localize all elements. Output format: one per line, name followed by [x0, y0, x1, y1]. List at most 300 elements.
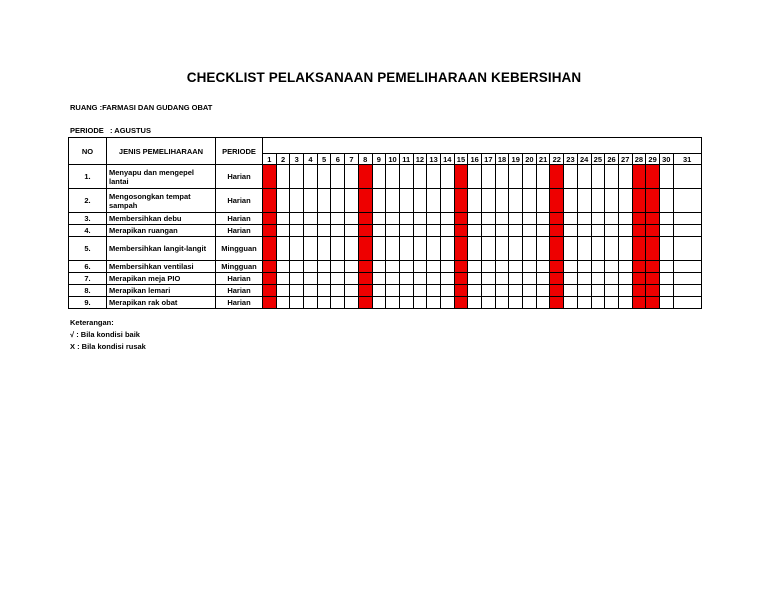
day-cell-highlight[interactable]	[646, 237, 660, 261]
day-cell[interactable]	[564, 189, 578, 213]
day-cell[interactable]	[427, 261, 441, 273]
day-cell[interactable]	[577, 285, 591, 297]
day-cell[interactable]	[509, 273, 523, 285]
table-row	[69, 273, 702, 285]
day-cell[interactable]	[468, 261, 482, 273]
day-cell[interactable]	[290, 237, 304, 261]
day-cell-highlight[interactable]	[550, 297, 564, 309]
day-cell[interactable]	[372, 261, 386, 273]
day-cell[interactable]	[564, 237, 578, 261]
day-cell-highlight[interactable]	[263, 165, 277, 189]
day-cell[interactable]	[468, 285, 482, 297]
day-cell-highlight[interactable]	[632, 225, 646, 237]
day-cell[interactable]	[659, 261, 673, 273]
day-header: 27	[618, 154, 632, 165]
row-periode: Harian	[216, 213, 263, 225]
day-cell[interactable]	[399, 273, 413, 285]
day-cell[interactable]	[577, 273, 591, 285]
day-header: 19	[509, 154, 523, 165]
day-cell[interactable]	[427, 165, 441, 189]
day-cell[interactable]	[523, 213, 537, 225]
day-cell[interactable]	[591, 189, 605, 213]
day-cell[interactable]	[440, 225, 454, 237]
day-cell-highlight[interactable]	[454, 237, 468, 261]
day-cell[interactable]	[618, 225, 632, 237]
day-cell[interactable]	[440, 237, 454, 261]
day-cell[interactable]	[659, 285, 673, 297]
day-cell[interactable]	[440, 213, 454, 225]
day-cell[interactable]	[536, 261, 550, 273]
day-cell-highlight[interactable]	[550, 261, 564, 273]
day-cell[interactable]	[495, 189, 509, 213]
day-cell[interactable]	[495, 273, 509, 285]
day-cell[interactable]	[331, 213, 345, 225]
day-cell[interactable]	[317, 165, 331, 189]
day-cell[interactable]	[659, 237, 673, 261]
day-cell[interactable]	[317, 237, 331, 261]
day-cell-highlight[interactable]	[550, 189, 564, 213]
day-cell[interactable]	[386, 297, 400, 309]
day-cell-highlight[interactable]	[632, 273, 646, 285]
day-cell[interactable]	[413, 237, 427, 261]
day-cell[interactable]	[317, 261, 331, 273]
day-cell[interactable]	[372, 237, 386, 261]
day-cell[interactable]	[564, 261, 578, 273]
day-cell-highlight[interactable]	[632, 165, 646, 189]
day-cell[interactable]	[564, 165, 578, 189]
day-cell-highlight[interactable]	[646, 165, 660, 189]
day-cell[interactable]	[536, 237, 550, 261]
day-cell[interactable]	[413, 261, 427, 273]
day-cell[interactable]	[427, 213, 441, 225]
day-cell[interactable]	[399, 237, 413, 261]
day-cell[interactable]	[290, 285, 304, 297]
day-cell[interactable]	[276, 285, 290, 297]
day-cell[interactable]	[618, 237, 632, 261]
day-cell-highlight[interactable]	[454, 285, 468, 297]
day-cell[interactable]	[331, 165, 345, 189]
day-cell-highlight[interactable]	[550, 285, 564, 297]
day-cell[interactable]	[413, 213, 427, 225]
day-cell[interactable]	[331, 189, 345, 213]
day-cell[interactable]	[605, 285, 619, 297]
day-cell[interactable]	[427, 189, 441, 213]
day-cell[interactable]	[427, 237, 441, 261]
day-cell-highlight[interactable]	[263, 213, 277, 225]
day-cell-highlight[interactable]	[263, 237, 277, 261]
day-cell[interactable]	[440, 261, 454, 273]
day-cell[interactable]	[618, 189, 632, 213]
day-cell[interactable]	[673, 297, 701, 309]
day-cell[interactable]	[372, 225, 386, 237]
day-cell-highlight[interactable]	[632, 285, 646, 297]
day-cell[interactable]	[618, 297, 632, 309]
day-cell[interactable]	[523, 225, 537, 237]
day-cell[interactable]	[468, 237, 482, 261]
day-cell[interactable]	[509, 165, 523, 189]
day-cell[interactable]	[276, 273, 290, 285]
day-cell[interactable]	[482, 213, 496, 225]
day-cell[interactable]	[605, 213, 619, 225]
day-cell[interactable]	[536, 189, 550, 213]
day-cell[interactable]	[495, 225, 509, 237]
day-cell[interactable]	[304, 213, 318, 225]
day-cell[interactable]	[591, 237, 605, 261]
day-cell[interactable]	[276, 225, 290, 237]
day-cell[interactable]	[523, 297, 537, 309]
day-cell[interactable]	[523, 261, 537, 273]
day-cell[interactable]	[577, 213, 591, 225]
notes-heading: Keterangan:	[70, 318, 114, 327]
day-header: 5	[317, 154, 331, 165]
day-cell[interactable]	[331, 285, 345, 297]
day-cell[interactable]	[495, 285, 509, 297]
period-label: PERIODE : AGUSTUS	[70, 126, 151, 135]
day-cell[interactable]	[618, 273, 632, 285]
day-cell-highlight[interactable]	[454, 189, 468, 213]
day-cell[interactable]	[468, 165, 482, 189]
day-cell[interactable]	[386, 285, 400, 297]
day-cell[interactable]	[399, 261, 413, 273]
day-cell-highlight[interactable]	[550, 165, 564, 189]
day-cell[interactable]	[659, 225, 673, 237]
day-cell-highlight[interactable]	[646, 225, 660, 237]
day-cell[interactable]	[591, 165, 605, 189]
day-cell[interactable]	[495, 237, 509, 261]
day-cell[interactable]	[290, 273, 304, 285]
day-cell[interactable]	[564, 273, 578, 285]
day-cell[interactable]	[564, 225, 578, 237]
day-cell[interactable]	[591, 297, 605, 309]
day-cell[interactable]	[290, 189, 304, 213]
day-cell[interactable]	[304, 273, 318, 285]
day-cell-highlight[interactable]	[646, 213, 660, 225]
day-cell[interactable]	[605, 189, 619, 213]
day-cell-highlight[interactable]	[646, 189, 660, 213]
day-cell[interactable]	[495, 297, 509, 309]
day-cell[interactable]	[482, 261, 496, 273]
day-cell[interactable]	[536, 165, 550, 189]
day-cell-highlight[interactable]	[550, 213, 564, 225]
day-cell[interactable]	[331, 297, 345, 309]
day-cell[interactable]	[345, 297, 359, 309]
day-cell[interactable]	[399, 225, 413, 237]
day-cell[interactable]	[509, 285, 523, 297]
day-cell[interactable]	[577, 225, 591, 237]
day-cell[interactable]	[276, 237, 290, 261]
day-cell[interactable]	[386, 225, 400, 237]
day-cell-highlight[interactable]	[454, 213, 468, 225]
day-cell[interactable]	[290, 261, 304, 273]
day-cell[interactable]	[372, 213, 386, 225]
day-cell[interactable]	[564, 213, 578, 225]
day-cell-highlight[interactable]	[263, 273, 277, 285]
day-cell[interactable]	[523, 189, 537, 213]
day-cell[interactable]	[399, 285, 413, 297]
day-cell[interactable]	[386, 189, 400, 213]
table-row	[69, 285, 702, 297]
table-row	[69, 165, 702, 189]
day-cell[interactable]	[413, 189, 427, 213]
day-cell[interactable]	[673, 237, 701, 261]
day-cell-highlight[interactable]	[263, 285, 277, 297]
day-cell-highlight[interactable]	[550, 237, 564, 261]
day-cell[interactable]	[304, 261, 318, 273]
day-cell[interactable]	[413, 165, 427, 189]
day-cell[interactable]	[482, 297, 496, 309]
day-cell[interactable]	[317, 225, 331, 237]
day-cell[interactable]	[591, 213, 605, 225]
day-cell-highlight[interactable]	[632, 237, 646, 261]
day-cell[interactable]	[618, 213, 632, 225]
day-cell[interactable]	[536, 213, 550, 225]
day-cell[interactable]	[605, 165, 619, 189]
row-jenis: Mengosongkan tempat sampah	[107, 189, 216, 213]
day-cell-highlight[interactable]	[632, 297, 646, 309]
day-cell[interactable]	[659, 297, 673, 309]
day-cell-highlight[interactable]	[646, 297, 660, 309]
day-cell-highlight[interactable]	[632, 189, 646, 213]
day-cell[interactable]	[304, 225, 318, 237]
day-cell[interactable]	[427, 273, 441, 285]
day-cell[interactable]	[509, 189, 523, 213]
day-cell-highlight[interactable]	[358, 189, 372, 213]
day-cell-highlight[interactable]	[454, 273, 468, 285]
day-cell[interactable]	[509, 213, 523, 225]
day-cell[interactable]	[440, 273, 454, 285]
day-cell[interactable]	[440, 189, 454, 213]
checklist-table	[68, 137, 702, 309]
day-cell[interactable]	[331, 261, 345, 273]
day-cell[interactable]	[345, 285, 359, 297]
day-cell[interactable]	[345, 165, 359, 189]
table-row	[69, 237, 702, 261]
day-cell[interactable]	[591, 285, 605, 297]
day-cell[interactable]	[564, 297, 578, 309]
day-cell[interactable]	[495, 165, 509, 189]
day-cell[interactable]	[304, 285, 318, 297]
day-cell-highlight[interactable]	[632, 213, 646, 225]
day-cell[interactable]	[536, 297, 550, 309]
day-cell[interactable]	[673, 261, 701, 273]
day-cell-highlight[interactable]	[646, 261, 660, 273]
day-cell[interactable]	[659, 165, 673, 189]
day-cell[interactable]	[386, 237, 400, 261]
day-cell[interactable]	[413, 297, 427, 309]
day-cell[interactable]	[276, 165, 290, 189]
day-cell[interactable]	[605, 237, 619, 261]
day-cell-highlight[interactable]	[358, 273, 372, 285]
day-cell-highlight[interactable]	[358, 297, 372, 309]
day-cell[interactable]	[331, 225, 345, 237]
day-cell[interactable]	[482, 189, 496, 213]
day-cell[interactable]	[372, 297, 386, 309]
day-cell[interactable]	[673, 285, 701, 297]
day-cell[interactable]	[495, 261, 509, 273]
day-cell[interactable]	[399, 297, 413, 309]
day-cell[interactable]	[673, 225, 701, 237]
day-cell[interactable]	[276, 297, 290, 309]
day-cell[interactable]	[564, 285, 578, 297]
day-cell[interactable]	[386, 165, 400, 189]
day-cell[interactable]	[317, 285, 331, 297]
day-cell[interactable]	[605, 261, 619, 273]
day-cell[interactable]	[673, 189, 701, 213]
day-cell[interactable]	[523, 285, 537, 297]
day-cell[interactable]	[618, 261, 632, 273]
day-cell-highlight[interactable]	[454, 225, 468, 237]
day-cell-highlight[interactable]	[263, 297, 277, 309]
day-cell[interactable]	[468, 273, 482, 285]
day-cell[interactable]	[605, 273, 619, 285]
day-cell-highlight[interactable]	[550, 225, 564, 237]
day-cell[interactable]	[495, 213, 509, 225]
day-cell-highlight[interactable]	[454, 165, 468, 189]
day-cell[interactable]	[468, 189, 482, 213]
day-cell[interactable]	[482, 273, 496, 285]
day-cell-highlight[interactable]	[454, 297, 468, 309]
day-cell[interactable]	[618, 285, 632, 297]
day-cell[interactable]	[427, 297, 441, 309]
day-cell[interactable]	[276, 189, 290, 213]
day-cell[interactable]	[427, 225, 441, 237]
day-cell-highlight[interactable]	[646, 285, 660, 297]
day-cell-highlight[interactable]	[632, 261, 646, 273]
day-cell[interactable]	[399, 189, 413, 213]
day-cell[interactable]	[317, 273, 331, 285]
day-cell[interactable]	[386, 261, 400, 273]
row-jenis: Membersihkan langit-langit	[107, 237, 216, 261]
day-cell[interactable]	[659, 189, 673, 213]
day-cell[interactable]	[482, 237, 496, 261]
day-cell[interactable]	[331, 273, 345, 285]
day-cell[interactable]	[345, 213, 359, 225]
day-header: 16	[468, 154, 482, 165]
day-cell-highlight[interactable]	[454, 261, 468, 273]
day-cell-highlight[interactable]	[358, 285, 372, 297]
day-header: 1	[263, 154, 277, 165]
day-cell[interactable]	[304, 297, 318, 309]
day-cell[interactable]	[399, 165, 413, 189]
day-cell[interactable]	[440, 285, 454, 297]
day-cell[interactable]	[673, 213, 701, 225]
day-cell[interactable]	[276, 213, 290, 225]
day-cell[interactable]	[372, 273, 386, 285]
day-cell-highlight[interactable]	[646, 273, 660, 285]
day-header: 23	[564, 154, 578, 165]
day-cell-highlight[interactable]	[358, 237, 372, 261]
day-cell[interactable]	[523, 273, 537, 285]
day-cell[interactable]	[468, 225, 482, 237]
header-periode: PERIODE	[216, 138, 263, 165]
day-cell[interactable]	[536, 285, 550, 297]
day-cell[interactable]	[673, 273, 701, 285]
row-no: 6.	[69, 261, 107, 273]
day-cell[interactable]	[372, 189, 386, 213]
day-cell[interactable]	[440, 297, 454, 309]
day-cell[interactable]	[317, 213, 331, 225]
day-cell[interactable]	[577, 237, 591, 261]
day-cell[interactable]	[317, 189, 331, 213]
day-cell[interactable]	[659, 213, 673, 225]
day-cell[interactable]	[536, 225, 550, 237]
day-cell[interactable]	[345, 237, 359, 261]
day-cell[interactable]	[577, 165, 591, 189]
day-cell[interactable]	[591, 261, 605, 273]
note-broken: X : Bila kondisi rusak	[70, 342, 146, 351]
day-cell[interactable]	[440, 165, 454, 189]
day-cell[interactable]	[331, 237, 345, 261]
day-cell[interactable]	[345, 225, 359, 237]
day-cell[interactable]	[276, 261, 290, 273]
day-cell[interactable]	[536, 273, 550, 285]
day-cell[interactable]	[317, 297, 331, 309]
day-cell[interactable]	[591, 225, 605, 237]
day-cell-highlight[interactable]	[358, 225, 372, 237]
day-cell-highlight[interactable]	[263, 189, 277, 213]
day-cell[interactable]	[673, 165, 701, 189]
table-row	[69, 213, 702, 225]
day-cell[interactable]	[509, 297, 523, 309]
day-cell[interactable]	[618, 165, 632, 189]
day-cell-highlight[interactable]	[358, 261, 372, 273]
day-cell[interactable]	[427, 285, 441, 297]
day-cell[interactable]	[304, 165, 318, 189]
day-cell[interactable]	[605, 225, 619, 237]
day-cell[interactable]	[386, 213, 400, 225]
day-cell[interactable]	[509, 237, 523, 261]
day-cell[interactable]	[345, 273, 359, 285]
day-cell[interactable]	[509, 261, 523, 273]
day-cell[interactable]	[304, 237, 318, 261]
day-cell[interactable]	[577, 189, 591, 213]
day-cell[interactable]	[372, 165, 386, 189]
day-cell[interactable]	[290, 297, 304, 309]
day-cell[interactable]	[386, 273, 400, 285]
row-no: 2.	[69, 189, 107, 213]
day-cell-highlight[interactable]	[358, 165, 372, 189]
day-cell-highlight[interactable]	[358, 213, 372, 225]
day-cell[interactable]	[345, 189, 359, 213]
day-cell[interactable]	[509, 225, 523, 237]
day-cell[interactable]	[468, 297, 482, 309]
day-cell-highlight[interactable]	[263, 261, 277, 273]
day-cell[interactable]	[399, 213, 413, 225]
day-cell[interactable]	[290, 165, 304, 189]
day-cell[interactable]	[290, 213, 304, 225]
day-cell[interactable]	[290, 225, 304, 237]
day-cell[interactable]	[482, 225, 496, 237]
day-cell[interactable]	[577, 261, 591, 273]
day-cell[interactable]	[468, 213, 482, 225]
day-cell[interactable]	[304, 189, 318, 213]
day-cell-highlight[interactable]	[263, 225, 277, 237]
day-cell[interactable]	[482, 285, 496, 297]
day-cell[interactable]	[413, 225, 427, 237]
day-cell[interactable]	[659, 273, 673, 285]
day-cell[interactable]	[523, 237, 537, 261]
day-cell[interactable]	[523, 165, 537, 189]
day-cell[interactable]	[345, 261, 359, 273]
day-cell-highlight[interactable]	[550, 273, 564, 285]
day-cell[interactable]	[413, 273, 427, 285]
day-cell[interactable]	[577, 297, 591, 309]
day-cell[interactable]	[605, 297, 619, 309]
day-cell[interactable]	[372, 285, 386, 297]
day-cell[interactable]	[413, 285, 427, 297]
day-cell[interactable]	[591, 273, 605, 285]
day-cell[interactable]	[482, 165, 496, 189]
